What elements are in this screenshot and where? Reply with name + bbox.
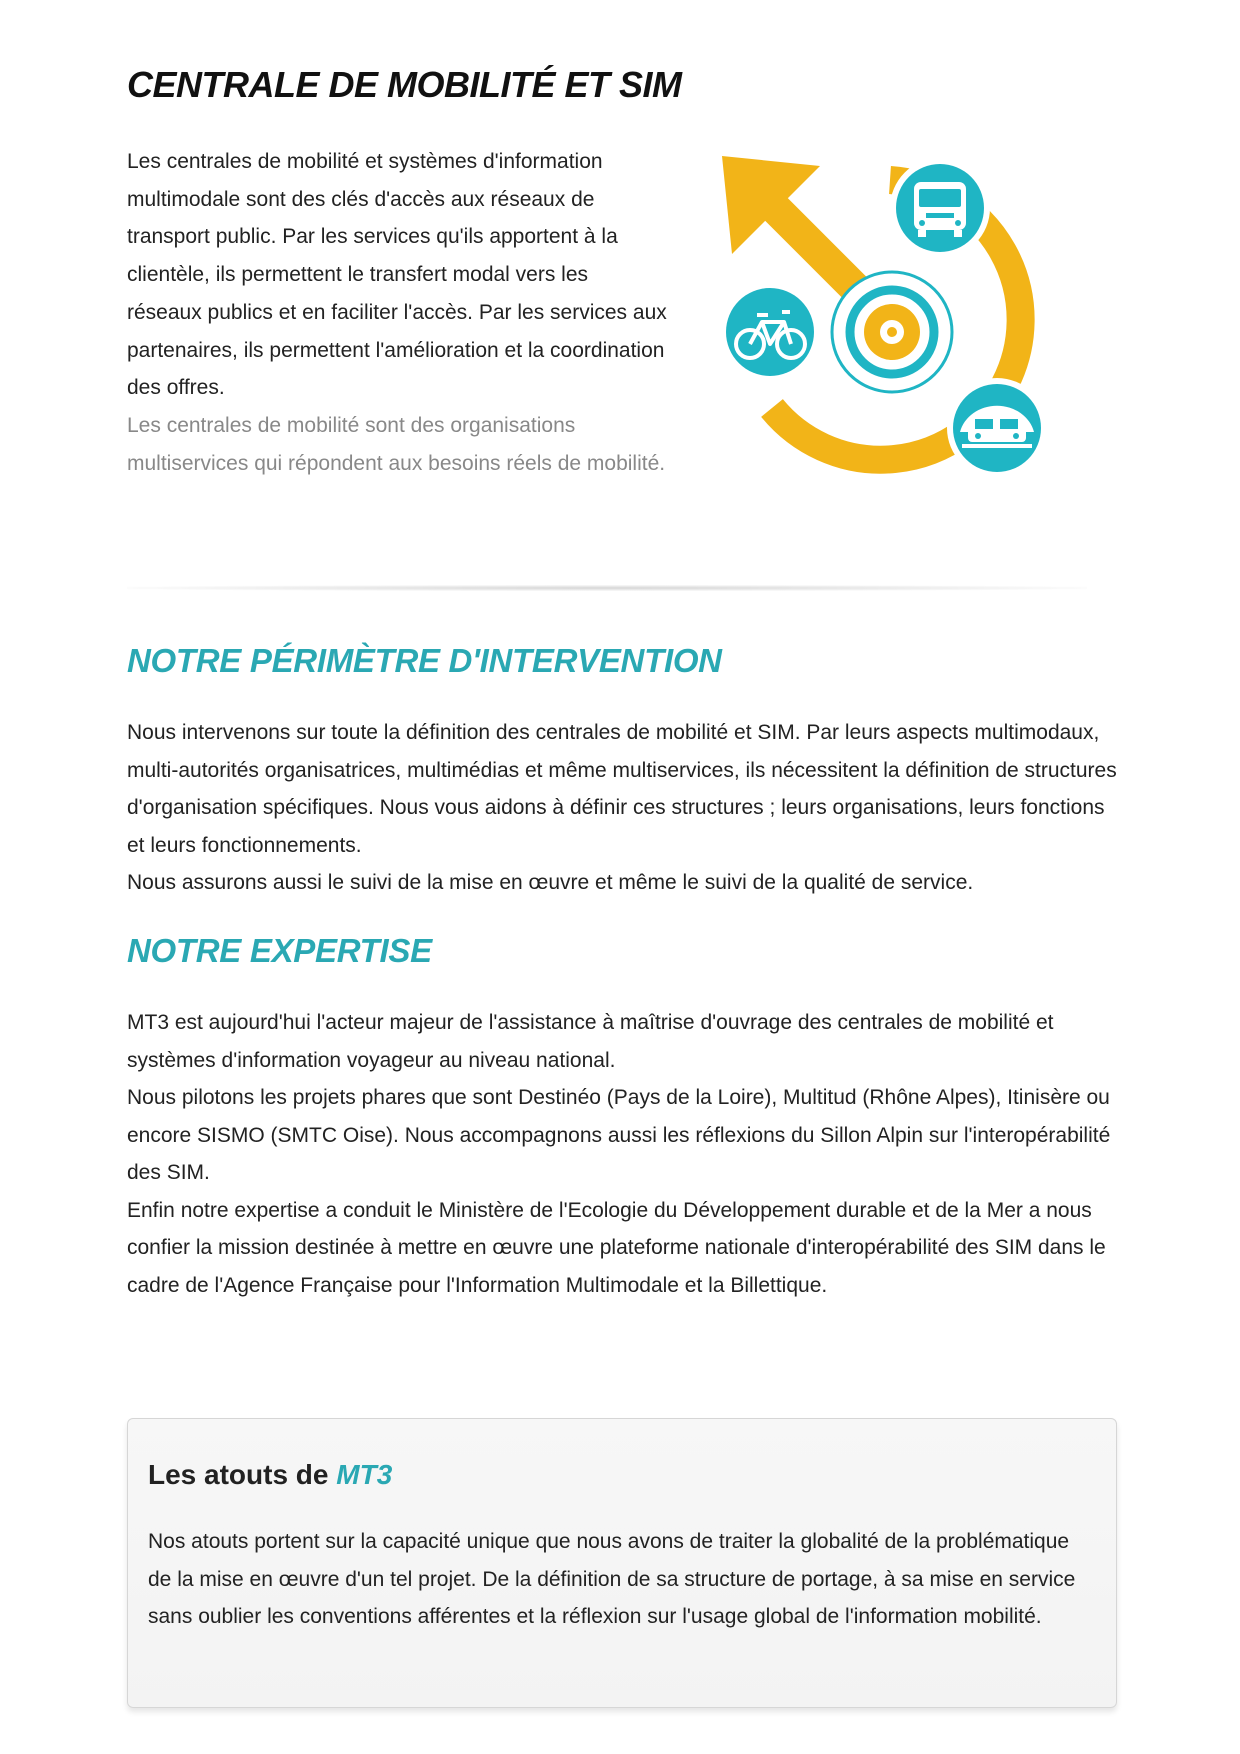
section-divider xyxy=(127,585,1087,591)
intro-muted-paragraph: Les centrales de mobilité sont des organisations multiservices qui répondent aux besoins réels de mobilité. xyxy=(127,413,666,475)
atouts-title-prefix: Les atouts de xyxy=(148,1459,337,1490)
expertise-paragraph: Nous pilotons les projets phares que sont Destinéo (Pays de la Loire), Multitud (Rhône Alpes), Itinisère ou encore SISMO (SMTC Oise). Nous accompagnons aussi les réflexions du Sillon Alpin sur l'interopérabilité des SIM. xyxy=(127,1086,1111,1184)
bus-icon xyxy=(890,158,990,258)
page-title: CENTRALE DE MOBILITÉ ET SIM xyxy=(127,64,682,105)
train-icon xyxy=(947,378,1047,478)
expertise-title: NOTRE EXPERTISE xyxy=(127,932,432,969)
expertise-paragraph: MT3 est aujourd'hui l'acteur majeur de l'assistance à maîtrise d'ouvrage des centrales de mobilité et systèmes d'information voyageur au niveau national. xyxy=(127,1011,1054,1072)
atouts-title-brand: MT3 xyxy=(336,1459,393,1490)
expertise-text xyxy=(127,1004,1117,1304)
perimetre-paragraph: Nous intervenons sur toute la définition des centrales de mobilité et SIM. Par leurs aspects multimodaux, multi-autorités organisatrices, multimédias et même multiservices, ils nécessitent la définition de structures d'organisation spécifiques. Nous vous aidons à définir ces structures ; leurs organisations, leurs fonctions et leurs fonctionnements. xyxy=(127,721,1117,857)
bicycle-icon xyxy=(720,282,820,382)
perimetre-paragraph: Nous assurons aussi le suivi de la mise en œuvre et même le suivi de la qualité de service. xyxy=(127,871,974,894)
atouts-title xyxy=(148,1459,392,1491)
intro-text xyxy=(127,143,667,482)
atouts-box xyxy=(127,1418,1117,1708)
target-center-core xyxy=(887,327,897,337)
perimetre-text xyxy=(127,714,1117,902)
perimetre-title: NOTRE PÉRIMÈTRE D'INTERVENTION xyxy=(127,642,722,679)
mobility-illustration xyxy=(700,140,1080,500)
intro-paragraph: Les centrales de mobilité et systèmes d'information multimodale sont des clés d'accès aux réseaux de transport public. Par les services qu'ils apportent à la clientèle, ils permettent le transfert modal vers les réseaux publics et en faciliter l'accès. Par les services aux partenaires, ils permettent l'amélioration et la coordination des offres. xyxy=(127,150,667,400)
expertise-paragraph: Enfin notre expertise a conduit le Ministère de l'Ecologie du Développement durable et de la Mer a nous confier la mission destinée à mettre en œuvre une plateforme nationale d'interopérabilité des SIM dans le cadre de l'Agence Française pour l'Information Multimodale et la Billettique. xyxy=(127,1198,1106,1297)
atouts-text: Nos atouts portent sur la capacité unique que nous avons de traiter la globalité de la problématique de la mise en œuvre d'un tel projet. De la définition de sa structure de portage, à sa mise en service sans oublier les conventions afférentes et la réflexion sur l'usage global de l'information mobilité. xyxy=(148,1530,1076,1628)
